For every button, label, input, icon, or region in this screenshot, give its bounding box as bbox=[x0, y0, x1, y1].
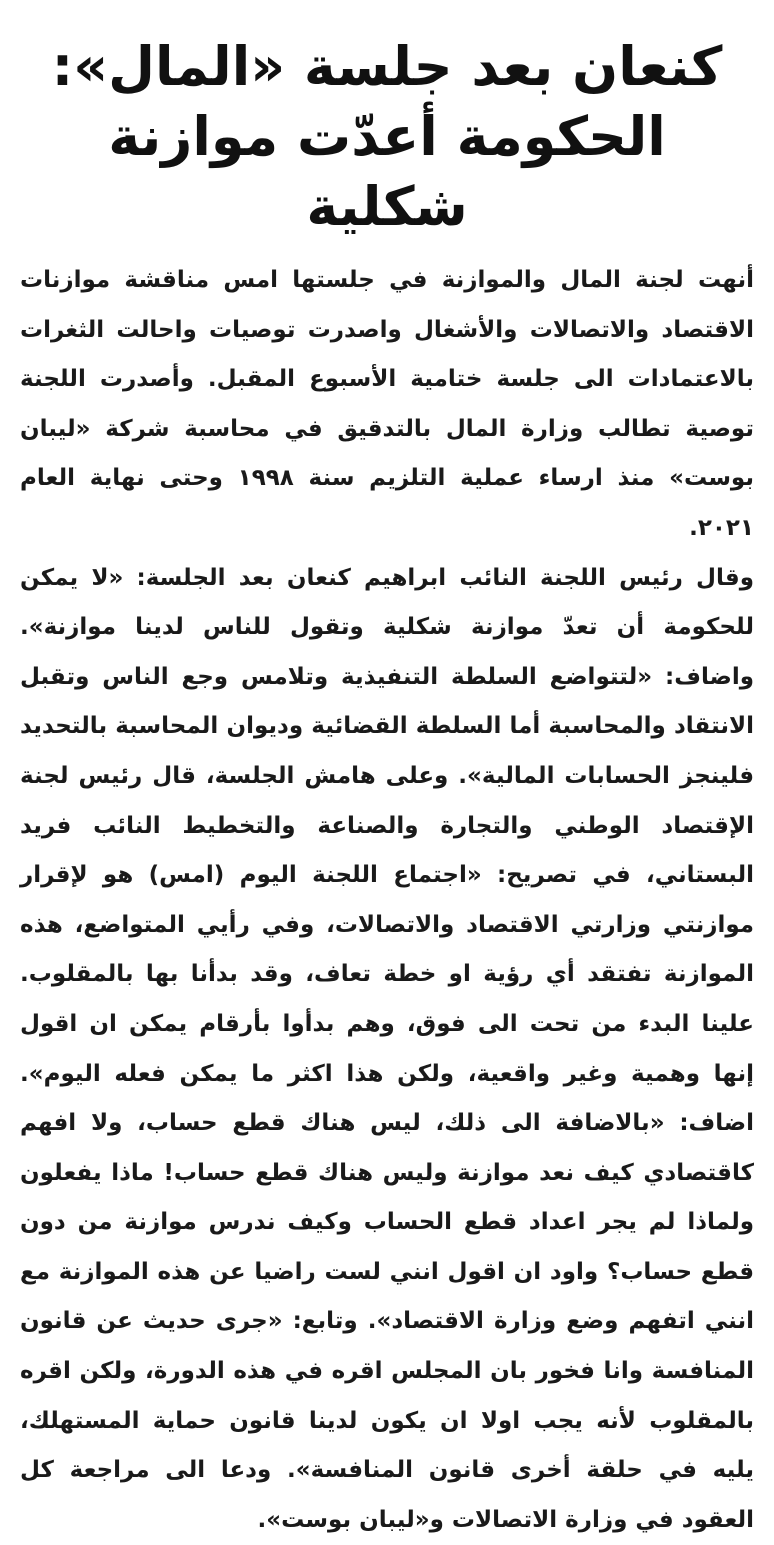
headline-line-1: كنعان بعد جلسة «المال»: bbox=[51, 35, 723, 98]
headline bbox=[20, 12, 754, 242]
paragraph-2: وقال رئيس اللجنة النائب ابراهيم كنعان بعد الجلسة: «لا يمكن للحكومة أن تعدّ موازنة شكلية وتقول للناس لدينا موازنة». واضاف: «لتتواضع السلطة التنفيذية وتلامس وجع الناس وتقبل الانتقاد والمحاسبة أما السلطة القضائية وديوان المحاسبة بالتحديد فلينجز الحسابات المالية». وعلى هامش الجلسة، قال رئيس لجنة الإقتصاد الوطني والتجارة والصناعة والتخطيط النائب فريد البستاني، في تصريح: «اجتماع اللجنة اليوم (امس) هو لإقرار موازنتي وزارتي الاقتصاد والاتصالات، وفي رأيي المتواضع، هذه الموازنة تفتقد أي رؤية او خطة تعاف، وقد بدأنا بها بالمقلوب. علينا البدء من تحت الى فوق، وهم بدأوا بأرقام يمكن ان اقول إنها وهمية وغير واقعية، ولكن هذا اكثر ما يمكن فعله اليوم». اضاف: «بالاضافة الى ذلك، ليس هناك قطع حساب، ولا افهم كاقتصادي كيف نعد موازنة وليس هناك قطع حساب! ماذا يفعلون ولماذا لم يجر اعداد قطع الحساب وكيف ندرس موازنة من دون قطع حساب؟ واود ان اقول انني لست راضيا عن هذه الموازنة مع انني اتفهم وضع وزارة الاقتصاد». وتابع: «جرى حديث عن قانون المنافسة وانا فخور بان المجلس اقره في هذه الدورة، ولكن اقره بالمقلوب لأنه يجب اولا ان يكون لدينا قانون حماية المستهلك، يليه في حلقة أخرى قانون المنافسة». ودعا الى مراجعة كل العقود في وزارة الاتصالات و«ليبان بوست». bbox=[20, 564, 754, 1533]
headline-line-2: الحكومة أعدّت موازنة شكلية bbox=[108, 105, 666, 238]
paragraph-1: أنهت لجنة المال والموازنة في جلستها امس مناقشة موازنات الاقتصاد والاتصالات والأشغال واصدرت توصيات واحالت الثغرات بالاعتمادات الى جلسة ختامية الأسبوع المقبل. وأصدرت اللجنة توصية تطالب وزارة المال بالتدقيق في محاسبة شركة «ليبان بوست» منذ ارساء عملية التلزيم سنة ١٩٩٨ وحتى نهاية العام ٢٠٢١. bbox=[20, 267, 754, 541]
article-body bbox=[20, 256, 754, 1545]
